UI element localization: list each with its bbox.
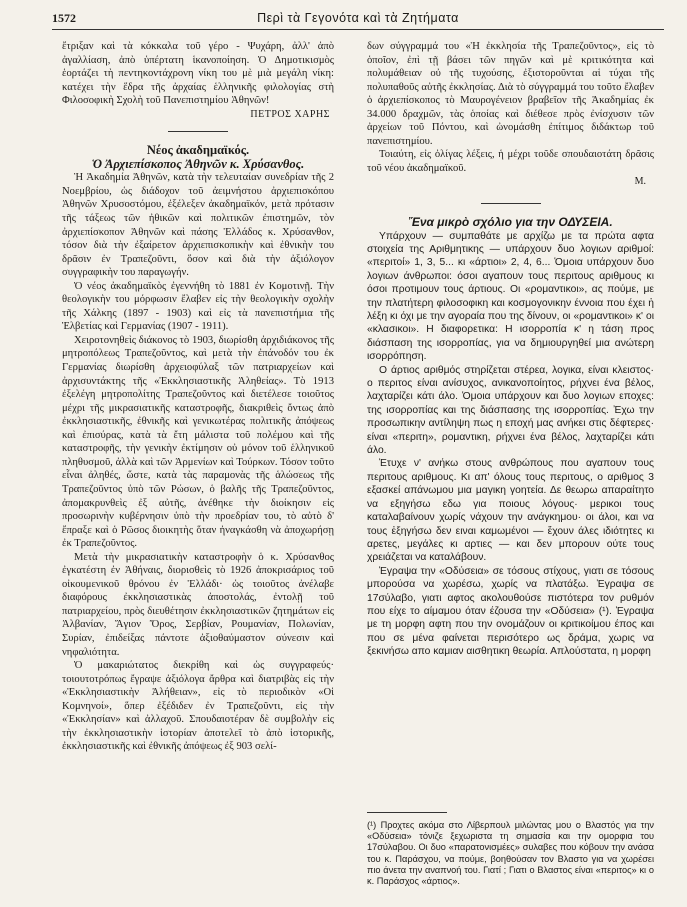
right-column [367,40,654,659]
running-header [52,9,664,30]
section-subtitle: Ὁ Ἀρχιεπίσκοπος Ἀθηνῶν κ. Χρύσανθος. [91,156,305,171]
page-number: 1572 [52,11,76,25]
section-divider [168,131,228,132]
author-signature: Μ. [634,176,646,188]
paragraph: Ὁ νέος ἀκαδημαϊκὸς ἐγεννήθη τὸ 1881 ἐν Κομοτινῇ. Τὴν θεολογικὴν του μόρφωσιν ἔλαβεν εἰς τὴν θεολογικὴν σχολὴν τῆς Χάλκης (1897 - 1903) καὶ εἰς τὰ πανεπιστήμια τῆς Ἑλβετίας καὶ Γερμανίας (1907 - 1911). [62,280,334,333]
paragraph: ἔτριξαν καὶ τὰ κόκκαλα τοῦ γέρο - Ψυχάρη, ἀλλ' ἀπὸ ἀγαλλίαση, ἀπὸ ὑπέρτατη ἱκανοποίηση. Ὁ Δημοτικισμὸς ἑορτάζει τὴ πεντηκοντάχρονη νίκη του μὲ μιὰ μεγάλη νίκη: κατέχει τὴν ἕδρα τῆς ἀρχαίας ἑλληνικῆς φιλολογίας στὴ Φιλοσοφικὴ Σχολὴ τοῦ Πανεπιστημίου Ἀθηνῶν! [62,41,334,107]
paragraph: δων σύγγραμμά του «Ἡ ἐκκλησία τῆς Τραπεζοῦντος», εἰς τὸ ὁποῖον, ἐπὶ τῇ βάσει τῶν πηγῶν καὶ μὲ κριτικότητα καὶ πολυμάθειαν οὐ τῆς τυχούσης, ἐξιστοροῦνται αἱ τύχαι τῆς πολυπαθοῦς αὐτῆς ἐκκλησίας. Διὰ τὸ σύγγραμμά του τοῦτο ἔλαβεν ὁ ἀρχιεπίσκοπος τὸ Μαυρογένειον βραβεῖον τῆς Ἀκαδημίας ἐκ 34.000 δραχμῶν, τὰς ὁποίας καὶ διέθεσε πρὸς ἐνίσχυσιν τῶν ἀρχείων τοῦ Πόντου, καὶ ὠνομάσθη ἐπίτιμος διδάκτωρ τοῦ πανεπιστημίου. [367,41,654,147]
author-signature: ΠΕΤΡΟΣ ΧΑΡΗΣ [250,108,330,120]
paragraph: Ὁ μακαριώτατος διεκρίθη καὶ ὡς συγγραφεύς· τοιουτοτρόπως ἔγραψε ἀξιόλογα ἄρθρα καὶ διατριβὰς εἰς τὴν «Ἐκκλησιαστικὴν Ἀλήθειαν», εἰς τὸ περιοδικὸν «Οἱ Κομνηνοί», ὅπερ ἐξέδιδεν ἐν Τραπεζοῦντι, εἰς τὴν «Ἐκκλησίαν» καὶ ἀλλαχοῦ. Σπουδαιοτέραν δὲ συμβολὴν εἰς τὴν ἐκκλησιαστικὴν ἱστορίαν ἀποτελεῖ τὸ ἀπὸ ἱστορικῆς, ἐκκλησιαστικῆς καὶ ἐθνικῆς ἀπόψεως ἐξ 903 σελί- [62,660,334,753]
paragraph: Μετὰ τὴν μικρασιατικὴν καταστροφὴν ὁ κ. Χρύσανθος ἐγκατέστη ἐν Ἀθήναις, διορισθεὶς τὸ 1926 ἀποκρισάριος τοῦ οἰκουμενικοῦ θρόνου ἐν Ἑλλάδι· ὡς τοιοῦτος ἀνέλαβε διαφόρους ἐκκλησιαστικὰς ἀποστολάς, ἐντολῇ τοῦ πατριαρχείου, πρὸς διευθέτησιν ἐκκλησιαστικῶν ζητημάτων εἰς Ἀλβανίαν, Ἅγιον Ὄρος, Σερβίαν, Ρουμανίαν, Πολωνίαν, Συρίαν, ἐπιδείξας πάντοτε ἀξιοθαύμαστον σύνεσιν καὶ νηφαλιότητα. [62,551,334,658]
article-body [367,230,654,659]
paragraph: Υπάρχουν — συμπαθάτε με αρχίζω με τα πρώτα αφτα στοιχεία της Αριθμητικης — υπάρχουν δυο λογιων αριθμοί: «περιτοί» 1, 3, 5... κι «άρτιοι» 2, 4, 6... Ὁμοια υπάρχουν δυο λογιων άνθρωποι: όσοι αγαπουν τους περιτους αριθμους κι όσοι προτιμουν τους άρτιους. Οι «ρομαντικοι», ας πούμε, με την πλατήτερη φιλοσοφικη και κοσμογονικην έννοια που έχει ἡ λέξη κι όχι με την αγοραία που της δίνουν, οι «ρομαντικοι» κ' οι «κλασικοι». Η διαφορετικα: Η ισορροπία κ' η τάση προς διάσπαση της ισορροπίας, για να δημιουργηθεί μια ανώτερη ισορρόπηση. [367,230,654,363]
running-title: Περὶ τὰ Γεγονότα καὶ τὰ Ζητήματα [257,11,459,25]
left-column [62,40,334,754]
paragraph: Ἐτυχε ν' ανήκω στους ανθρώπους που αγαπουν τους περιτους αριθμους. Κι απ' όλους τους περιτους, ο αριθμος 3 εξασκεί απάνωμου μια μαγικη γοητεία. Δε θεωρω απαραίτητο να εξηγήσω εδω για ποιους λόγους· μερικοι τους καταλαβαίνουν χωρίς νάχουν την ανάγκημου· οι άλοι, και να τους ἐξηγήσω δεν ειναι καμωμένοι — ἔχουν άλες ιδιότητες κι αρετες, μεγάλες κι αρτιες — και δεν μπορουν ούτε τους χρειάζεται να καταλάβουν. [367,458,654,564]
paragraph: Ἐγραψα την «Οδύσεια» σε τόσους στίχους, γιατι σε τόσους μπορούσα να χωρέσω, χωρίς να πλατάξω. Ἐγραψα σε 17σύλαβο, γιατι αφτος ακολουθούσε πιστότερα τον ρυθμόν που είχε το αίμαμου όταν έζουσα την «Οδύσεια» (¹). Ἐγραψα με τη μορφη αφτη που την ονομάζουν οι κριτικοίμου έπος και που σε μένα φαίνεται περισότερο ως δράμα, χωρις να ξεκινήσω απο καμιαν αισθητικη θεωρία. Απλούστατα, η μορφη [367,565,654,658]
footnote: (¹) Προχτες ακόμα στο Λίβερπουλ μιλώντας μου ο Βλαστός για την «Οδύσεια» τόνιζε ξεχωριστα τη σημασία και την ομορφια του 17σύλαβου. Οι δυο «παρατονισμέες» συλαβες που κόβουν την ανάσα του κ. Παράσχου, να πούμε, βοηθούσαν τον Βλαστο για να χωρέσει πιο άνετα την αναπνοή του. Γιατί ; Γιατι ο Βλαστος είναι «περιτος» κι ο κ. Παράσχος «άρτιος». [367,820,654,887]
paragraph: Τοιαύτη, εἰς ὀλίγας λέξεις, ἡ μέχρι τοῦδε σπουδαιοτάτη δρᾶσις τοῦ νέου ἀκαδημαϊκοῦ. [367,149,654,174]
paragraph: Ο άρτιος αριθμός στηρίζεται στέρεα, λογικα, είναι κλειστος· ο περιτος είναι ανίσυχος, ανικανοποίητος, ρήχνει ένα βέλος, λαχταρίζει κάτι άλο. Ὁμοια υπάρχουν και δυο λογιων εποχες: της ισορροπίας και της διάσπασης της ισορροπίας. Ἐχω την προσωπικην αντίληψη πως η εποχή μας ανήκει στις δέφτερες· είναι «περιτη», ρομαντικη, ρήχνει ένα βέλος, λαχταρίζει κάτι άλο. [367,364,654,457]
section-title: Ἕνα μικρὸ σχόλιο για την ΟΔΥΣΕΙΑ. [408,215,613,230]
paragraph: Χειροτονηθεὶς διάκονος τὸ 1903, διωρίσθη ἀρχιδιάκονος τῆς μητροπόλεως Τραπεζοῦντος, καὶ μετὰ τὴν ἐπάνοδόν του ἐκ Γερμανίας διωρίσθη ἀρχειοφύλαξ τῶν πατριαρχείων καὶ ἀρχισυντάκτης τῆς «Ἐκκλησιαστικῆς Ἀληθείας». Τὸ 1913 ἐξελέγη μητροπολίτης Τραπεζοῦντος καὶ διετέλεσε τοιοῦτος μέχρι τῆς μικρασιατικῆς καταστροφῆς, διακριθεὶς ὄντως ἀπὸ ἐκκλησιαστικῆς, ἐθνικῆς καὶ γενικωτέρας πολιτικῆς ἀπόψεως καὶ ἐπισύρας, κατὰ τὰ ἔτη μάλιστα τοῦ πολέμου καὶ τῆς καταστροφῆς, τὴν γενικὴν ἐκτίμησιν οὐ μόνον τοῦ ἑλληνικοῦ πληθυσμοῦ, ἀλλὰ καὶ τῶν Ἀρμενίων καὶ Τούρκων. Τόσον τοῦτο εἶναι ἀληθές, ὥστε, κατὰ τὰς παραμονὰς τῆς ἁλώσεως τῆς Τραπεζοῦντος ὑπὸ τῶν Ρώσων, ὁ βαλῆς τῆς Τραπεζοῦντος, ἀπομακρυνθεὶς ἐξ αὐτῆς, ἀνέθηκε τὴν διοίκησιν εἰς προσωρινὴν κυβέρνησιν ὑπὸ τὴν προεδρίαν του, τὸ αὐτὸ δ' ἔπραξε καὶ ὁ Ρῶσος διοικητὴς ὅταν ἠναγκάσθη νὰ ἀποχωρήσῃ ἐκ Τραπεζοῦντος. [62,334,334,550]
section-title: Νέος ἀκαδημαϊκός. [146,143,250,158]
section-divider [481,203,541,204]
paragraph: Ἡ Ἀκαδημία Ἀθηνῶν, κατὰ τὴν τελευταίαν συνεδρίαν τῆς 2 Νοεμβρίου, ὡς διάδοχον τοῦ ἀειμνήστου ἀρχιεπισκόπου Ἀθηνῶν Χρυσοστόμου, ἐξέλεξεν ἀκαδημαϊκόν, μετὰ πρότασιν τῆς τάξεως τῶν ἠθικῶν καὶ πολιτικῶν ἐπιστημῶν, τὸν ἀρχιεπίσκοπον Ἀθηνῶν καὶ πάσης Ἑλλάδος κ. Χρύσανθον, τόσον διὰ τὴν ἐξαίρετον ἀρχιεπισκοπικὴν καὶ ἐθνικὴν του δρᾶσιν ἐν Τραπεζοῦντι, ὅσον καὶ διὰ τὴν ἀξιόλογον συγγραφικὴν του παραγωγήν. [62,172,334,279]
footnote-rule [367,812,447,813]
